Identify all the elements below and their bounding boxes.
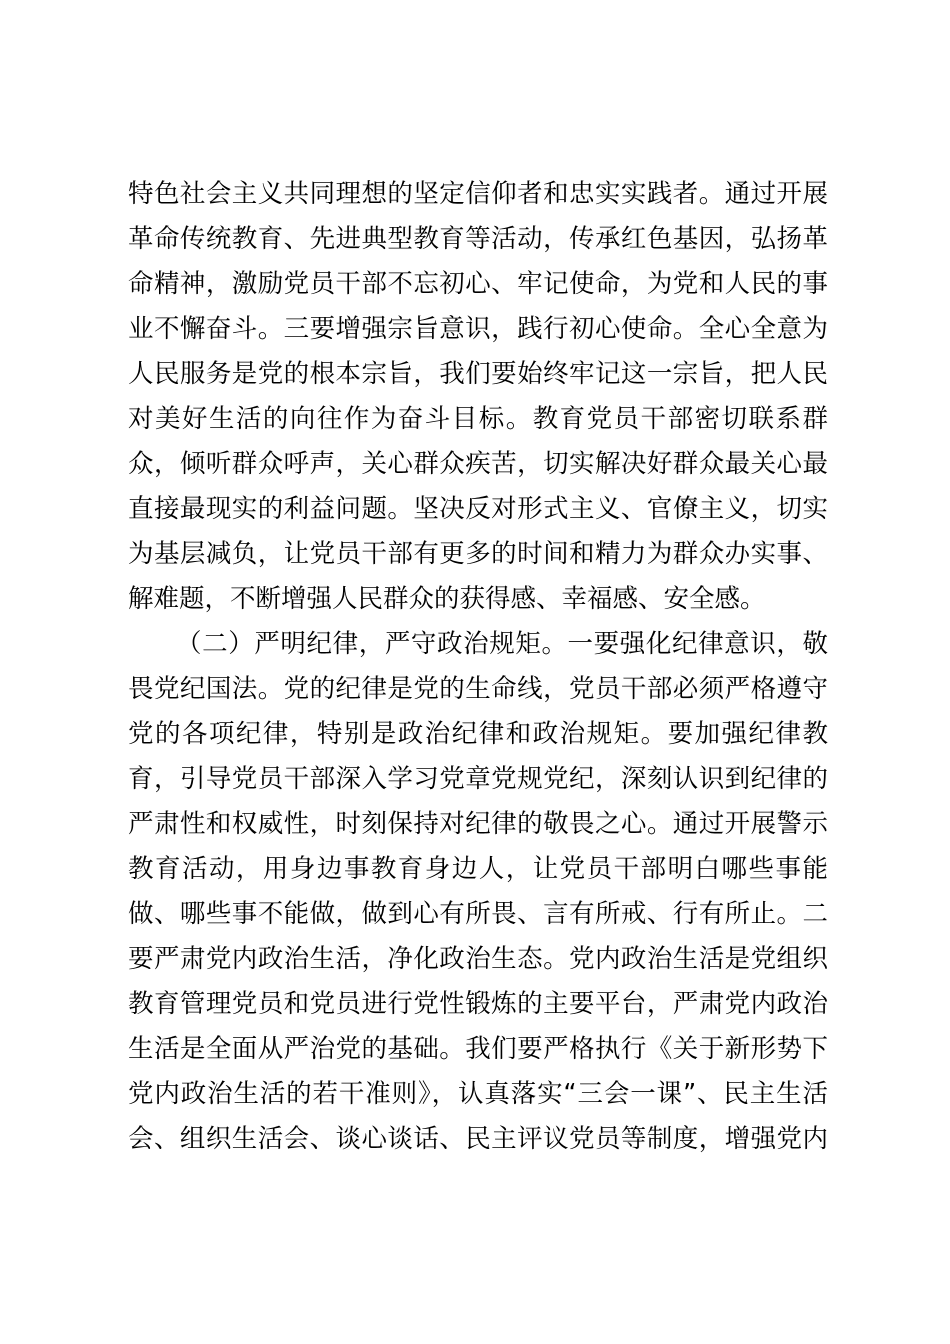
text-line-3: 命精神，激励党员干部不忘初心、牢记使命，为党和人民的事 bbox=[128, 269, 828, 299]
text-line-14: 育，引导党员干部深入学习党章党规党纪，深刻认识到纪律的 bbox=[128, 764, 828, 794]
text-line-11: （二）严明纪律，严守政治规矩。一要强化纪律意识，敬 bbox=[176, 629, 828, 659]
text-line-10: 解难题，不断增强人民群众的获得感、幸福感、安全感。 bbox=[128, 584, 766, 614]
text-line-2: 革命传统教育、先进典型教育等活动，传承红色基因，弘扬革 bbox=[128, 224, 828, 254]
text-line-21: 党内政治生活的若干准则》，认真落实“三会一课”、民主生活 bbox=[128, 1079, 828, 1109]
text-line-18: 要严肃党内政治生活，净化政治生态。党内政治生活是党组织 bbox=[128, 944, 828, 974]
text-line-4: 业不懈奋斗。三要增强宗旨意识，践行初心使命。全心全意为 bbox=[128, 314, 828, 344]
text-line-19: 教育管理党员和党员进行党性锻炼的主要平台，严肃党内政治 bbox=[128, 989, 828, 1019]
text-line-15: 严肃性和权威性，时刻保持对纪律的敬畏之心。通过开展警示 bbox=[128, 809, 828, 839]
body-text bbox=[128, 172, 828, 1162]
text-line-12: 畏党纪国法。党的纪律是党的生命线，党员干部必须严格遵守 bbox=[128, 674, 828, 704]
text-line-20: 生活是全面从严治党的基础。我们要严格执行《关于新形势下 bbox=[128, 1034, 828, 1064]
text-line-22: 会、组织生活会、谈心谈话、民主评议党员等制度，增强党内 bbox=[128, 1124, 828, 1154]
text-line-6: 对美好生活的向往作为奋斗目标。教育党员干部密切联系群 bbox=[128, 404, 828, 434]
text-line-13: 党的各项纪律，特别是政治纪律和政治规矩。要加强纪律教 bbox=[128, 719, 828, 749]
text-line-5: 人民服务是党的根本宗旨，我们要始终牢记这一宗旨，把人民 bbox=[128, 359, 828, 389]
text-line-8: 直接最现实的利益问题。坚决反对形式主义、官僚主义，切实 bbox=[128, 494, 828, 524]
text-line-1: 特色社会主义共同理想的坚定信仰者和忠实实践者。通过开展 bbox=[128, 179, 828, 209]
text-line-16: 教育活动，用身边事教育身边人，让党员干部明白哪些事能 bbox=[128, 854, 828, 884]
text-line-7: 众，倾听群众呼声，关心群众疾苦，切实解决好群众最关心最 bbox=[128, 449, 828, 479]
text-line-9: 为基层减负，让党员干部有更多的时间和精力为群众办实事、 bbox=[128, 539, 828, 569]
text-line-17: 做、哪些事不能做，做到心有所畏、言有所戒、行有所止。二 bbox=[128, 899, 828, 929]
